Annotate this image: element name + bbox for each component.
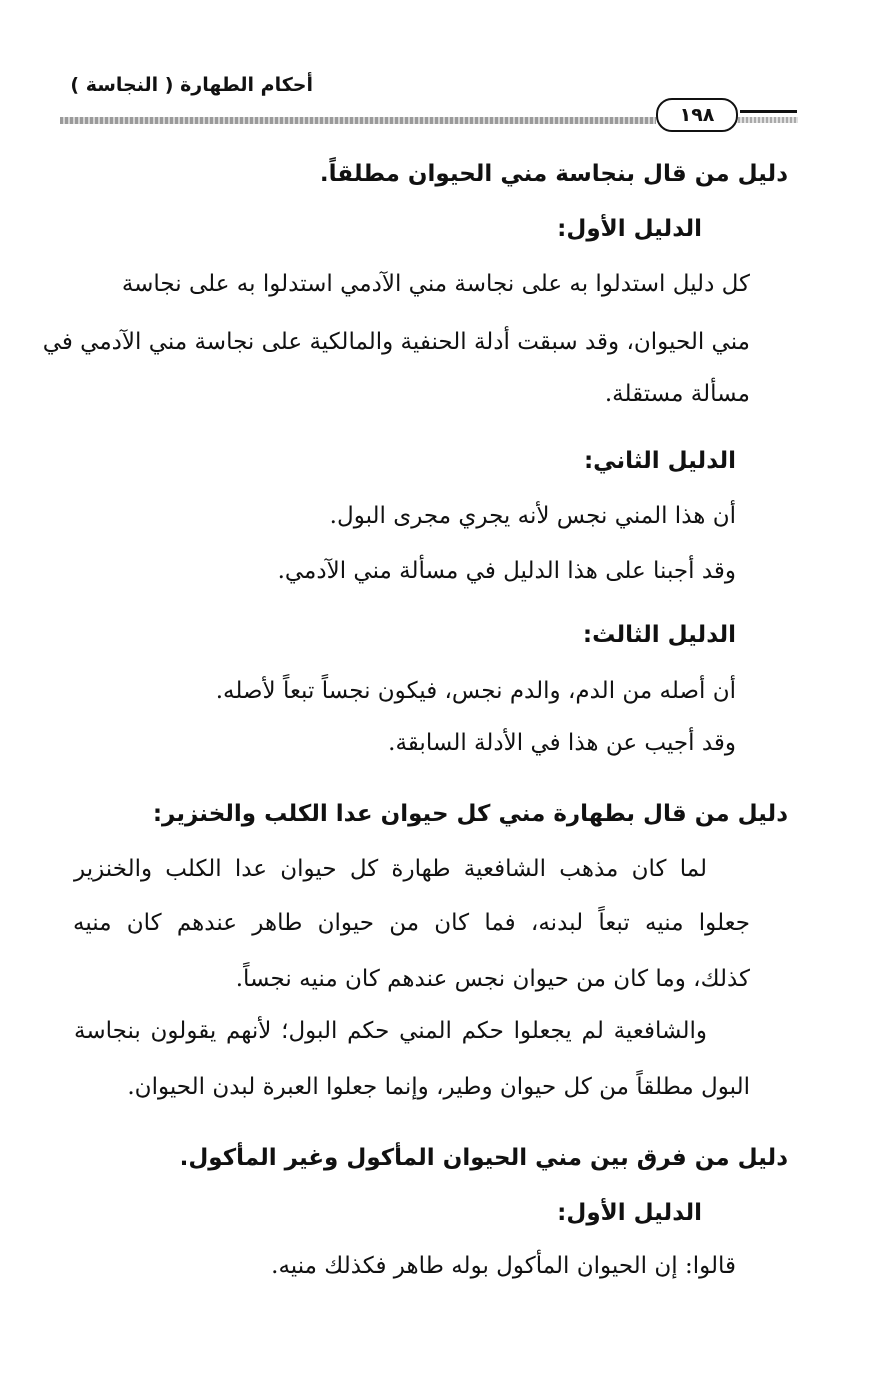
paragraph-line: لما كان مذهب الشافعية طهارة كل حيوان عدا الكلب والخنزير <box>74 856 708 882</box>
header-rule-right <box>734 117 798 123</box>
paragraph-line: مسألة مستقلة. <box>604 381 750 407</box>
paragraph-line: جعلوا منيه تبعاً لبدنه، فما كان من حيوان طاهر عندهم كان منيه <box>73 910 750 936</box>
section-heading: دليل من قال بنجاسة مني الحيوان مطلقاً. <box>319 161 788 187</box>
page-number: ١٩٨ <box>656 98 738 132</box>
paragraph-line: كذلك، وما كان من حيوان نجس عندهم كان منيه نجساً. <box>235 966 750 992</box>
section-heading: دليل من فرق بين مني الحيوان المأكول وغير المأكول. <box>179 1145 788 1171</box>
paragraph-line: وقد أجبنا على هذا الدليل في مسألة مني الآدمي. <box>277 558 736 584</box>
paragraph-line: وقد أجيب عن هذا في الأدلة السابقة. <box>388 730 736 756</box>
paragraph-line: أن أصله من الدم، والدم نجس، فيكون نجساً تبعاً لأصله. <box>215 678 736 704</box>
subheading: الدليل الأول: <box>557 1200 702 1226</box>
paragraph-line: البول مطلقاً من كل حيوان وطير، وإنما جعلوا العبرة لبدن الحيوان. <box>127 1074 750 1100</box>
paragraph-line: قالوا: إن الحيوان المأكول بوله طاهر فكذلك منيه. <box>271 1253 736 1279</box>
running-header-title: أحكام الطهارة ( النجاسة ) <box>70 74 313 96</box>
paragraph-line: كل دليل استدلوا به على نجاسة مني الآدمي استدلوا به على نجاسة <box>121 271 750 297</box>
subheading: الدليل الأول: <box>557 216 702 242</box>
header-rule-thick <box>740 110 797 113</box>
paragraph-line: والشافعية لم يجعلوا حكم المني حكم البول؛ لأنهم يقولون بنجاسة <box>74 1018 707 1044</box>
header-rule <box>60 117 656 124</box>
paragraph-line: أن هذا المني نجس لأنه يجري مجرى البول. <box>329 503 736 529</box>
subheading: الدليل الثاني: <box>583 448 736 474</box>
section-heading: دليل من قال بطهارة مني كل حيوان عدا الكلب والخنزير: <box>152 801 788 827</box>
paragraph-line: مني الحيوان، وقد سبقت أدلة الحنفية والمالكية على نجاسة مني الآدمي في <box>42 329 750 355</box>
subheading: الدليل الثالث: <box>582 622 736 648</box>
